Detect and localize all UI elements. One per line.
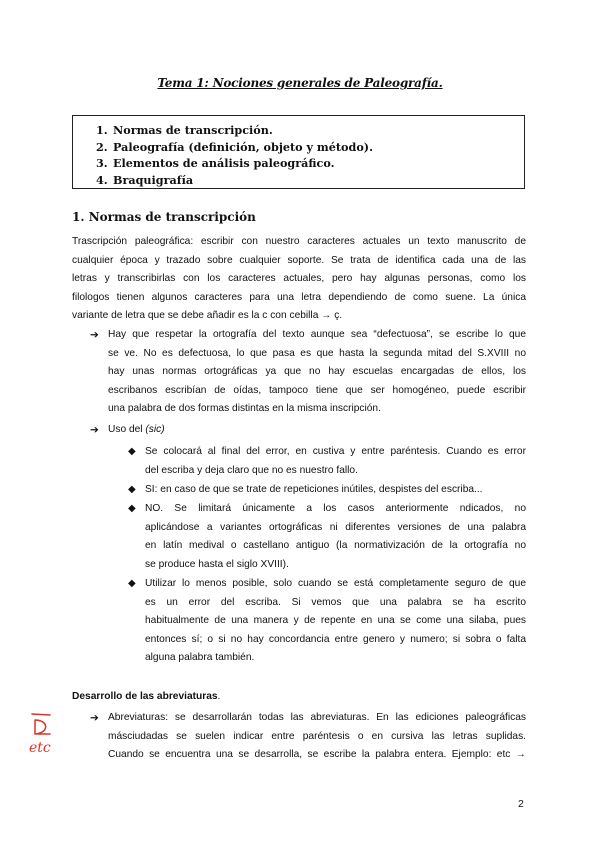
handwritten-annotation: [26, 710, 62, 758]
paragraph-line: letras y transcribirlas con los caracteres actuales, pero hay algunas personas, como los: [72, 273, 526, 285]
diamond-bullet-text: [145, 481, 526, 500]
table-of-contents-box: [72, 115, 525, 189]
arrow-bullet-text: [108, 326, 526, 419]
annotation-overline: [32, 714, 50, 715]
paragraph-line: másciudadas se suelen indicar entre paréntesis o en cursiva las letras suplidas.: [108, 730, 526, 742]
paragraph-line: Abreviaturas: se desarrollarán todas las abreviaturas. En las ediciones paleográficas: [108, 712, 526, 723]
annotation-letter: [35, 720, 50, 734]
document-title: Tema 1: Nociones generales de Paleografía.: [157, 76, 443, 90]
paragraph-line: Utilizar lo menos posible, solo cuando se está completamente seguro de que: [145, 578, 526, 589]
paragraph-line: es un error del escriba. Si vemos que una palabra se ha escrito: [145, 596, 526, 608]
toc-label: Elementos de análisis paleográfico.: [113, 156, 335, 170]
arrow-bullet-text: [108, 421, 526, 440]
paragraph-line: escribanos escribían de oídas, tampoco tiene que ser homogéneo, puede escribir: [108, 384, 526, 396]
toc-item: [96, 139, 524, 156]
paragraph-line: [108, 421, 526, 440]
paragraph-line: Hay que respetar la ortografía del texto aunque sea “defectuosa”, se escribe lo que: [108, 329, 526, 340]
paragraph-line: Trascripción paleográfica: escribir con nuestro caracteres actuales un texto manuscrito de: [72, 236, 526, 247]
toc-label: Braquigrafía: [113, 172, 194, 187]
diamond-bullet-icon: ◆: [128, 578, 136, 589]
toc-number: 2.: [96, 139, 108, 154]
sic-term: (sic): [145, 424, 165, 435]
paragraph-line: habitualmente de una manera y de repente en una se come una silaba, pues: [145, 615, 526, 627]
paragraph-line: se ve. No es defectuosa, lo que pasa es que hasta la segunda mitad del S.XVIII no: [108, 347, 526, 359]
annotation-etc: etc: [29, 740, 51, 756]
section-heading-transcription: 1. Normas de transcripción: [72, 210, 256, 224]
paragraph-line: se produce hasta el siglo XVIII).: [145, 558, 289, 570]
paragraph-line: SI: en caso de que se trate de repeticiones inútiles, despistes del escriba...: [145, 484, 483, 495]
paragraph-line: cualquier época y trazado sobre cualquier soporte. Se trata de identifica cada una de las: [72, 254, 526, 266]
abbreviations-heading-period: .: [217, 691, 221, 702]
paragraph-line: filologos tienen algunos caracteres para una letra dependiendo de como suene. La única: [72, 291, 526, 303]
paragraph-line: [72, 688, 526, 707]
diamond-bullet-icon: ◆: [128, 484, 136, 495]
paragraph-line: en latín medival o castellano antiguo (la normativización de la ortografía no: [145, 540, 526, 552]
diamond-bullet-icon: ◆: [128, 503, 136, 514]
diamond-bullet-text: [145, 500, 526, 574]
diamond-bullet-text: [145, 575, 526, 668]
paragraph-line: hay unas normas ortográficas ya que no hay escuelas encargadas de ellos, los: [108, 366, 526, 378]
abbreviations-heading: [72, 688, 526, 707]
toc-label: Normas de transcripción.: [113, 123, 273, 137]
paragraph-line: variante de letra que se debe añadir es la c con cebilla → ç.: [72, 310, 343, 322]
arrow-bullet-icon: ➔: [90, 712, 99, 724]
paragraph-line: una palabra de dos formas distintas en la misma inscripción.: [108, 403, 381, 415]
paragraph-line: aplicándose a variantes ortográficas ni diferentes versiones de una palabra: [145, 521, 526, 533]
page-number: 2: [518, 798, 524, 810]
paragraph-line: alguna palabra también.: [145, 652, 255, 664]
diamond-bullet-icon: ◆: [128, 446, 136, 457]
intro-paragraph: [72, 233, 526, 326]
paragraph-line: Se colocará al final del error, en custiva y entre paréntesis. Cuando es error: [145, 446, 526, 457]
toc-number: 4.: [96, 172, 108, 187]
toc-number: 1.: [96, 123, 108, 137]
arrow-bullet-icon: ➔: [90, 424, 99, 436]
toc-item: [96, 172, 524, 189]
toc-item: [96, 122, 524, 139]
sic-prefix: Uso del: [108, 424, 146, 435]
paragraph-line: Cuando se encuentra una se desarrolla, se escribe la palabra entera. Ejemplo: etc →: [108, 749, 526, 761]
arrow-bullet-text: [108, 709, 526, 765]
paragraph-line: entonces sí; o si no hay concordancia entre genero y numero; si sobra o falta: [145, 633, 526, 645]
paragraph-line: del escriba y deja claro que no es nuestro fallo.: [145, 464, 358, 476]
toc-number: 3.: [96, 156, 108, 170]
toc-item: [96, 155, 524, 172]
arrow-bullet-icon: ➔: [90, 329, 99, 341]
diamond-bullet-text: [145, 443, 526, 480]
paragraph-line: NO. Se limitará únicamente a los casos anteriormente ndicados, no: [145, 503, 526, 514]
toc-label: Paleografía (definición, objeto y método).: [113, 139, 373, 154]
abbreviations-heading-text: Desarrollo de las abreviaturas: [72, 691, 218, 702]
